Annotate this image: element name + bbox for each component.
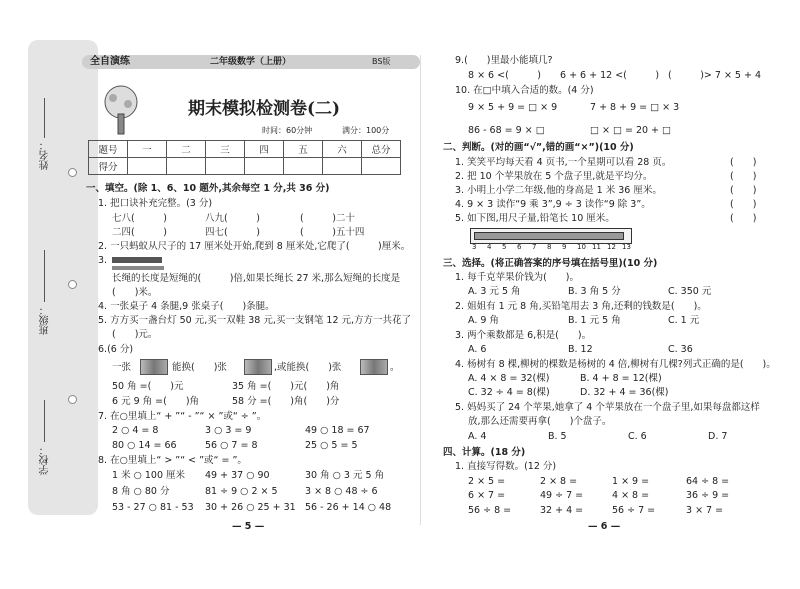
- q5b: ( )元。: [112, 329, 158, 340]
- judge-paren[interactable]: ( ): [730, 185, 757, 196]
- judge-paren[interactable]: ( ): [730, 171, 757, 182]
- ruler-tick: 10: [577, 243, 586, 251]
- school-label: 学校：: [40, 445, 51, 475]
- option[interactable]: B. 5: [548, 431, 567, 442]
- calc-item: 2 × 5 =: [468, 476, 506, 487]
- score-header: 一: [128, 141, 167, 158]
- banknote-icon: [244, 359, 272, 375]
- judge-paren[interactable]: ( ): [730, 199, 757, 210]
- q1f: ( )五十四: [300, 227, 365, 238]
- ruler-tick: 7: [532, 243, 537, 251]
- score-cell[interactable]: [245, 158, 284, 175]
- q6: 6.(6 分): [98, 344, 134, 355]
- score-cell[interactable]: [284, 158, 323, 175]
- score-header: 四: [245, 141, 284, 158]
- option[interactable]: C. 6: [628, 431, 647, 442]
- q1a: 七八( ): [112, 213, 167, 224]
- q6b: 能换( )张: [172, 362, 227, 373]
- q10: 10. 在□中填入合适的数。(4 分): [455, 85, 594, 96]
- ruler-tick: 9: [562, 243, 567, 251]
- score-header: 三: [206, 141, 245, 158]
- q1c: ( )二十: [300, 213, 355, 224]
- name-line: [44, 98, 45, 138]
- subject: 二年级数学（上册）: [210, 57, 292, 67]
- calc-item: 49 ÷ 7 =: [540, 490, 584, 501]
- q1d: 二四( ): [112, 227, 167, 238]
- ruler-tick: 11: [592, 243, 601, 251]
- calc-item: 64 ÷ 8 =: [686, 476, 730, 487]
- q3b: ( )米。: [112, 287, 158, 298]
- q9: 9.( )里最小能填几?: [455, 55, 553, 66]
- score-row-label: 得分: [89, 158, 128, 175]
- option[interactable]: C. 350 元: [668, 286, 712, 297]
- ruler-tick: 13: [622, 243, 631, 251]
- calc-item: 6 × 7 =: [468, 490, 506, 501]
- q6f1: 6 元 9 角 =( )角: [112, 396, 200, 407]
- calc-item: 4 × 8 =: [612, 490, 650, 501]
- q9c: ( )> 7 × 5 + 4: [668, 70, 762, 81]
- q9b: 6 + 6 + 12 <( ): [560, 70, 660, 81]
- q10c: 86 - 68 = 9 × □: [468, 125, 545, 136]
- score-cell[interactable]: [206, 158, 245, 175]
- section-1-title: 一、填空。(除 1、6、10 题外,其余每空 1 分,共 36 分): [86, 183, 330, 194]
- class-line: [44, 250, 45, 302]
- option[interactable]: A. 9 角: [468, 315, 499, 326]
- c3: 3. 两个乘数都是 6,积是( )。: [455, 330, 592, 341]
- c5: 5. 妈妈买了 24 个苹果,她拿了 4 个苹果放在一个盘子里,如果每盘都这样: [455, 402, 760, 413]
- q8-item: 30 + 26 ○ 25 + 31: [205, 502, 296, 513]
- option[interactable]: B. 3 角 5 分: [568, 286, 621, 297]
- option[interactable]: B. 1 元 5 角: [568, 315, 621, 326]
- q5: 5. 方方买一盏台灯 50 元,买一双鞋 38 元,买一支钢笔 12 元,方方一共花了: [98, 315, 412, 326]
- k1: 1. 直接写得数。(12 分): [455, 461, 557, 472]
- binding-hole: [68, 168, 77, 177]
- section-2-title: 二、判断。(对的画“√”,错的画“×”)(10 分): [443, 142, 634, 153]
- c1: 1. 每千克苹果价钱为( )。: [455, 272, 579, 283]
- q8: 8. 在○里填上“ > ”“ < ”或“ = ”。: [98, 455, 247, 466]
- q1b: 八九( ): [205, 213, 260, 224]
- class-label: 班级：: [40, 305, 51, 335]
- q8-item: 56 - 26 + 14 ○ 48: [305, 502, 392, 513]
- page-divider: [420, 55, 421, 525]
- q1: 1. 把口诀补充完整。(3 分): [98, 198, 213, 209]
- score-header: 六: [323, 141, 362, 158]
- score-info: 满分：100分: [342, 126, 390, 135]
- q7: 7. 在○里填上“ + ”“ - ”“ × ”或“ ÷ ”。: [98, 411, 267, 422]
- q2: 2. 一只蚂蚁从尺子的 17 厘米处开始,爬到 8 厘米处,它爬了( )厘米。: [98, 241, 411, 252]
- q7-item: 80 ○ 14 = 66: [112, 440, 177, 451]
- time-info: 时间：60分钟: [262, 126, 313, 135]
- tree-illustration: [98, 84, 144, 136]
- calc-item: 1 × 9 =: [612, 476, 650, 487]
- score-header: 二: [167, 141, 206, 158]
- short-rope: [112, 266, 164, 270]
- judge-paren[interactable]: ( ): [730, 157, 757, 168]
- long-rope: [112, 257, 162, 263]
- option[interactable]: D. 7: [708, 431, 728, 442]
- option[interactable]: C. 1 元: [668, 315, 700, 326]
- j1: 1. 笑笑平均每天看 4 页书,一个星期可以看 28 页。: [455, 157, 672, 168]
- q3a: 长绳的长度是短绳的( )倍,如果长绳长 27 米,那么短绳的长度是: [112, 273, 401, 284]
- name-label: 姓名：: [40, 140, 51, 170]
- ruler-tick: 3: [472, 243, 477, 251]
- edition: BS版: [372, 57, 391, 66]
- option[interactable]: C. 36: [668, 344, 693, 355]
- ruler-tick: 8: [547, 243, 552, 251]
- j4: 4. 9 × 3 读作“9 乘 3”,9 ÷ 3 读作“9 除 3”。: [455, 199, 651, 210]
- calc-item: 56 ÷ 8 =: [468, 505, 512, 516]
- c4: 4. 杨树有 8 棵,柳树的棵数是杨树的 4 倍,柳树有几棵?列式正确的是( )。: [455, 359, 776, 370]
- binding-hole: [68, 280, 77, 289]
- binding-margin: [28, 40, 98, 515]
- school-line: [44, 400, 45, 442]
- brand: 全自演练: [90, 56, 130, 67]
- score-cell[interactable]: [167, 158, 206, 175]
- j3: 3. 小明上小学二年级,他的身高是 1 米 36 厘米。: [455, 185, 662, 196]
- option[interactable]: A. 4 × 8 = 32(棵): [468, 373, 550, 384]
- q7-item: 2 ○ 4 = 8: [112, 425, 159, 436]
- calc-item: 36 ÷ 9 =: [686, 490, 730, 501]
- q6f2: 58 分 =( )角( )分: [232, 396, 340, 407]
- q6e1: 50 角 =( )元: [112, 381, 184, 392]
- calc-item: 32 + 4 =: [540, 505, 584, 516]
- option[interactable]: D. 32 + 4 = 36(棵): [580, 387, 669, 398]
- q10a: 9 × 5 + 9 = □ × 9: [468, 102, 558, 113]
- q1e: 四七( ): [205, 227, 260, 238]
- q8-item: 8 角 ○ 80 分: [112, 486, 170, 497]
- judge-paren[interactable]: ( ): [730, 213, 757, 224]
- ruler-tick: 6: [517, 243, 522, 251]
- score-cell[interactable]: [128, 158, 167, 175]
- section-4-title: 四、计算。(18 分): [443, 447, 526, 458]
- ruler-tick: 5: [502, 243, 507, 251]
- option[interactable]: B. 4 + 8 = 12(棵): [580, 373, 662, 384]
- calc-item: 3 × 7 =: [686, 505, 724, 516]
- option[interactable]: A. 6: [468, 344, 487, 355]
- q8-item: 49 + 37 ○ 90: [205, 470, 270, 481]
- c2: 2. 姐姐有 1 元 8 角,买铅笔用去 3 角,还剩的钱数是( )。: [455, 301, 707, 312]
- q7-item: 3 ○ 3 = 9: [205, 425, 252, 436]
- option[interactable]: B. 12: [568, 344, 593, 355]
- score-cell[interactable]: [323, 158, 362, 175]
- ruler-tick: 12: [607, 243, 616, 251]
- score-cell[interactable]: [362, 158, 401, 175]
- q6c: ,或能换( )张: [274, 362, 342, 373]
- q7-item: 49 ○ 18 = 67: [305, 425, 370, 436]
- section-3-title: 三、选择。(将正确答案的序号填在括号里)(10 分): [443, 258, 658, 269]
- score-header: 五: [284, 141, 323, 158]
- option[interactable]: C. 32 ÷ 4 = 8(棵): [468, 387, 550, 398]
- ruler-tick: 4: [487, 243, 492, 251]
- q6e2: 35 角 =( )元( )角: [232, 381, 340, 392]
- page-title: 期末模拟检测卷(二): [188, 99, 341, 119]
- q10d: □ × □ = 20 + □: [590, 125, 672, 136]
- banknote-icon: [360, 359, 388, 375]
- score-header: 题号: [89, 141, 128, 158]
- q7-item: 56 ○ 7 = 8: [205, 440, 258, 451]
- q8-item: 3 × 8 ○ 48 ÷ 6: [305, 486, 378, 497]
- j2: 2. 把 10 个苹果放在 5 个盘子里,就是平均分。: [455, 171, 653, 182]
- q9a: 8 × 6 <( ): [468, 70, 541, 81]
- option[interactable]: A. 3 元 5 角: [468, 286, 521, 297]
- q8-item: 30 角 ○ 3 元 5 角: [305, 470, 385, 481]
- page-number: — 5 —: [232, 521, 265, 532]
- banknote-icon: [140, 359, 168, 375]
- q8-item: 53 - 27 ○ 81 - 53: [112, 502, 194, 513]
- pencil: [474, 232, 624, 240]
- calc-item: 56 ÷ 7 =: [612, 505, 656, 516]
- q6a: 一张: [112, 362, 132, 373]
- page-number: — 6 —: [588, 521, 621, 532]
- q8-item: 81 ÷ 9 ○ 2 × 5: [205, 486, 278, 497]
- option[interactable]: A. 4: [468, 431, 487, 442]
- j5: 5. 如下图,用尺子量,铅笔长 10 厘米。: [455, 213, 615, 224]
- q8-item: 1 米 ○ 100 厘米: [112, 470, 186, 481]
- q6d: 。: [390, 362, 400, 373]
- q3: 3.: [98, 255, 108, 266]
- q7-item: 25 ○ 5 = 5: [305, 440, 358, 451]
- q10b: 7 + 8 + 9 = □ × 3: [590, 102, 680, 113]
- score-header: 总分: [362, 141, 401, 158]
- q4: 4. 一张桌子 4 条腿,9 张桌子( )条腿。: [98, 301, 275, 312]
- score-table: [88, 140, 401, 175]
- binding-hole: [68, 395, 77, 404]
- calc-item: 2 × 8 =: [540, 476, 578, 487]
- c5b: 放,那么还需要再拿( )个盘子。: [468, 416, 612, 427]
